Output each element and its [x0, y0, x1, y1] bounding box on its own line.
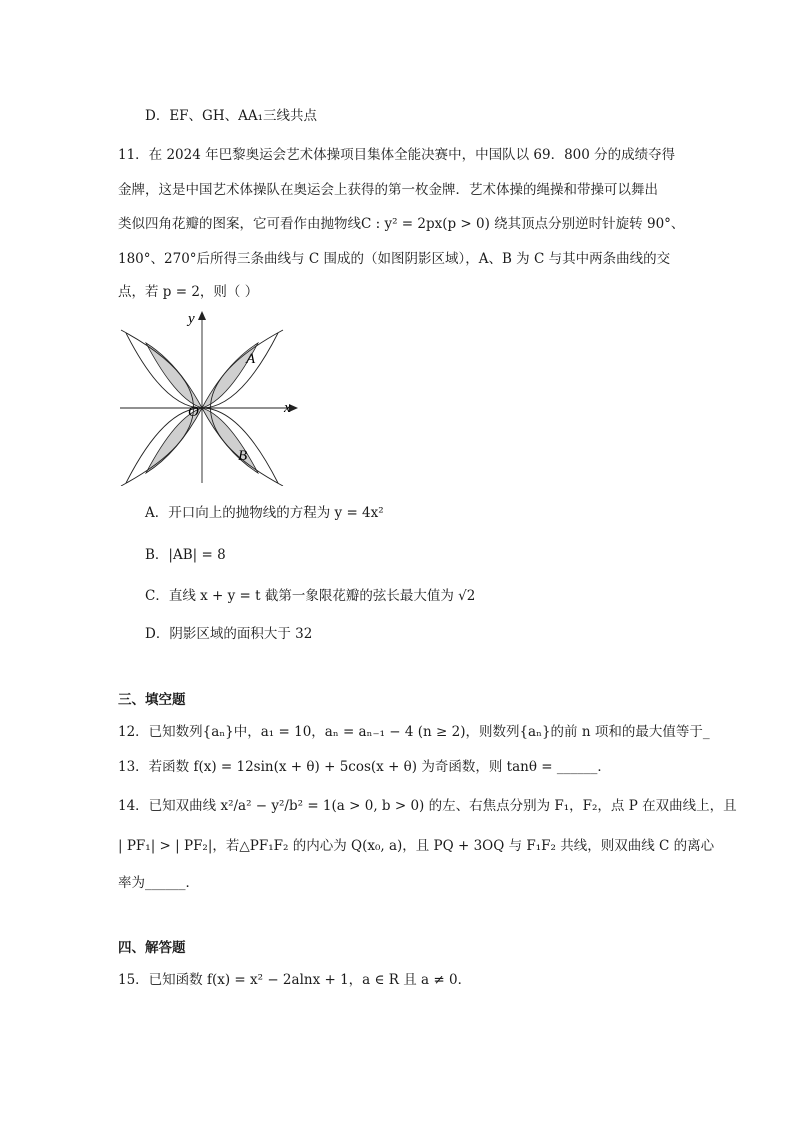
- option-a: A．开口向上的抛物线的方程为 y = 4x²: [145, 505, 384, 521]
- section-answer: 四、解答题: [118, 940, 186, 956]
- q14-line-3: 率为______．: [118, 875, 199, 891]
- y-axis-arrow: [198, 311, 206, 320]
- axis-x-label: x: [284, 400, 291, 416]
- petal-figure: [118, 308, 303, 486]
- option-b: B．|AB| = 8: [145, 547, 226, 563]
- q14-line-2: | PF₁| > | PF₂|，若△PF₁F₂ 的内心为 Q(x₀, a)，且 PQ + 3OQ 与 F₁F₂ 共线，则双曲线 C 的离心: [118, 838, 715, 854]
- option-c: C．直线 x + y = t 截第一象限花瓣的弦长最大值为 √2: [145, 588, 476, 604]
- option-d: D．阴影区域的面积大于 32: [145, 626, 313, 642]
- option-d-q10: D．EF、GH、AA₁三线共点: [145, 108, 318, 124]
- section-fill-in: 三、填空题: [118, 692, 186, 708]
- q12: 12．已知数列{aₙ}中，a₁ = 10，aₙ = aₙ₋₁ − 4 (n ≥ 2)，则数列{aₙ}的前 n 项和的最大值等于_: [118, 724, 710, 740]
- q15: 15．已知函数 f(x) = x² − 2alnx + 1，a ∈ R 且 a ≠ 0．: [118, 972, 472, 988]
- q14-line-1: 14．已知双曲线 x²/a² − y²/b² = 1(a > 0, b > 0) 的左、右焦点分别为 F₁，F₂，点 P 在双曲线上，且: [118, 798, 737, 814]
- point-a-label: A: [246, 351, 256, 367]
- q11-line-4: 180°、270°后所得三条曲线与 C 围成的（如图阴影区域），A、B 为 C 与其中两条曲线的交: [118, 251, 671, 267]
- q11-line-2: 金牌，这是中国艺术体操队在奥运会上获得的第一枚金牌．艺术体操的绳操和带操可以舞出: [118, 182, 658, 198]
- q13: 13．若函数 f(x) = 12sin(x + θ) + 5cos(x + θ) 为奇函数，则 tanθ = ______．: [118, 759, 611, 775]
- q11-line-3: 类似四角花瓣的图案，它可看作由抛物线C : y² = 2px(p > 0) 绕其顶点分别逆时针旋转 90°、: [118, 216, 685, 232]
- axis-y-label: y: [188, 311, 195, 327]
- q11-line-5: 点，若 p = 2，则（ ）: [118, 284, 259, 300]
- q11-line-1: 11．在 2024 年巴黎奥运会艺术体操项目集体全能决赛中，中国队以 69．800 分的成绩夺得: [118, 147, 676, 163]
- origin-label: O: [188, 404, 199, 420]
- point-b-label: B: [238, 448, 248, 464]
